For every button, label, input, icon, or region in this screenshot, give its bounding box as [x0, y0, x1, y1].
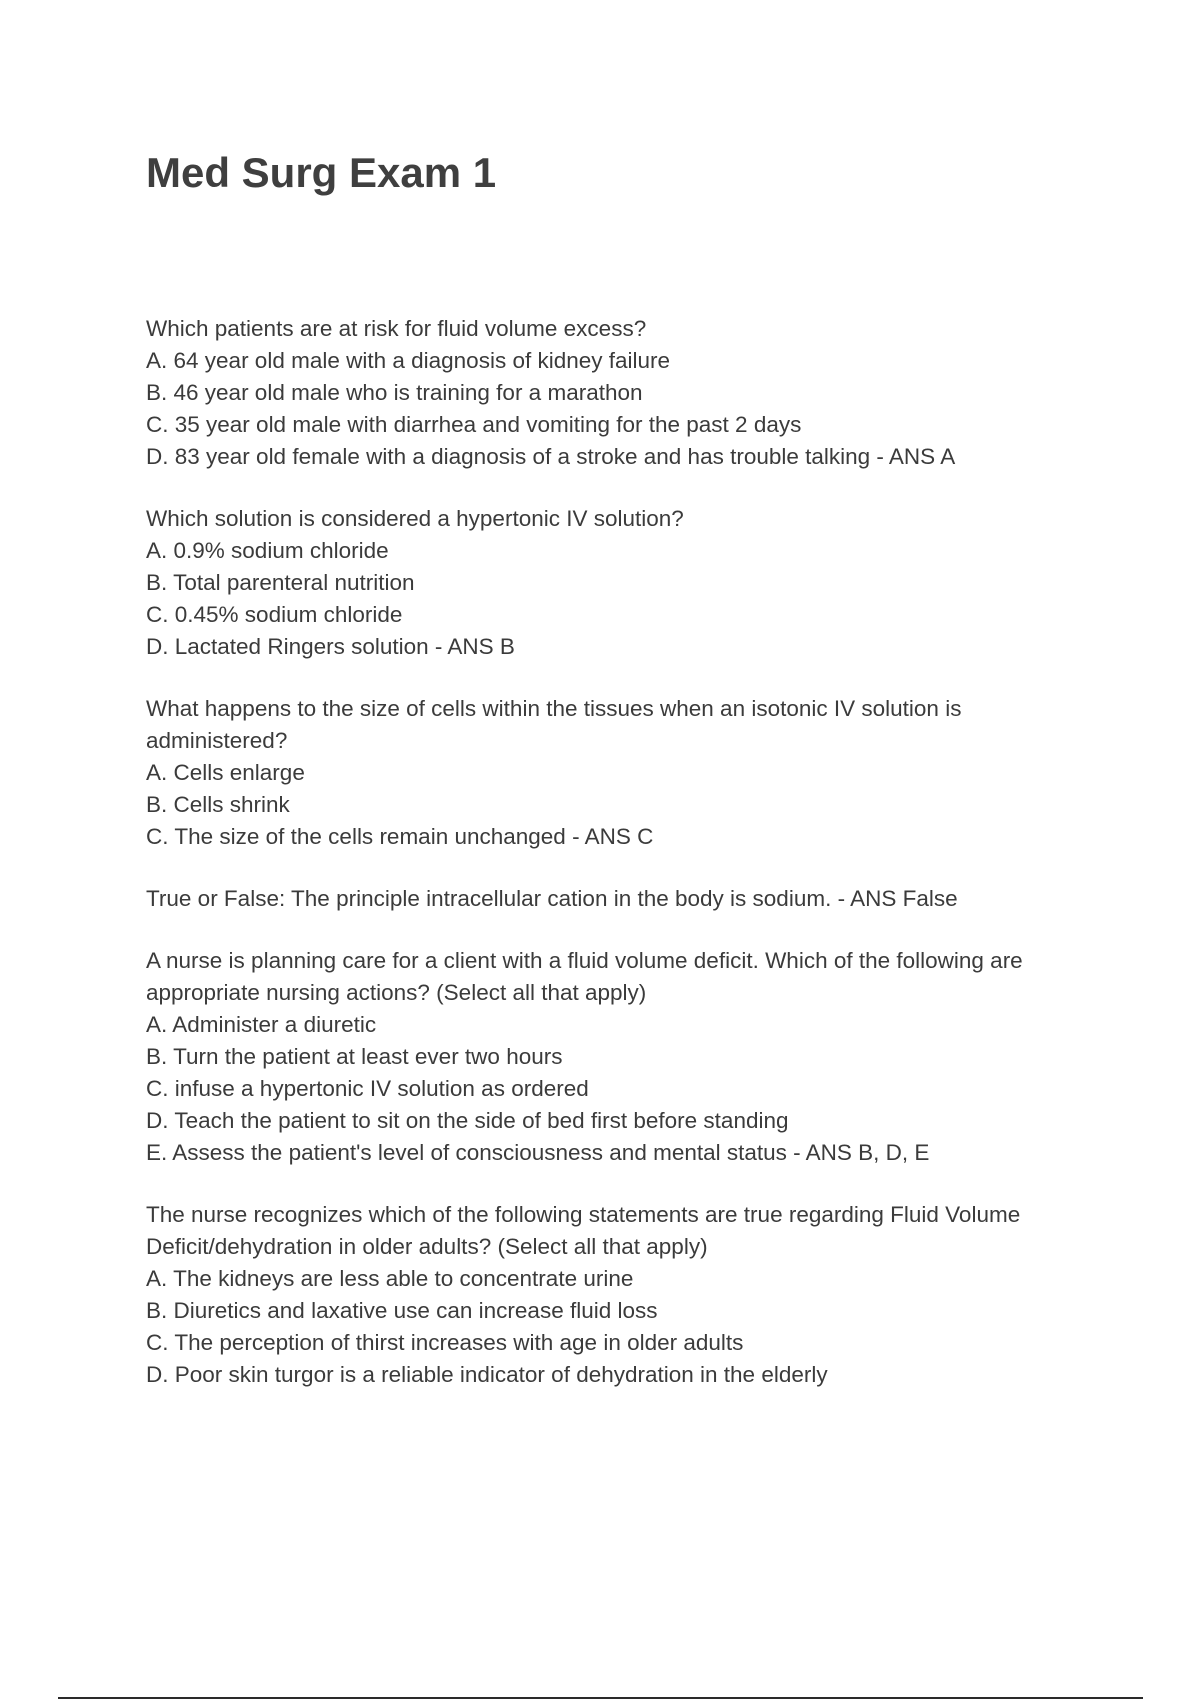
answer-option: D. Poor skin turgor is a reliable indicator of dehydration in the elderly [146, 1362, 828, 1387]
answer-option: B. 46 year old male who is training for a marathon [146, 380, 643, 405]
answer-option: A. Cells enlarge [146, 760, 305, 785]
answer-option: A. Administer a diuretic [146, 1012, 377, 1037]
answer-option: C. The size of the cells remain unchanged - ANS C [146, 824, 654, 849]
answer-option: B. Turn the patient at least ever two hours [146, 1044, 563, 1069]
question-prompt: Which patients are at risk for fluid volume excess? [146, 316, 647, 341]
question-prompt: True or False: The principle intracellular cation in the body is sodium. - ANS False [146, 886, 958, 911]
answer-option: C. infuse a hypertonic IV solution as ordered [146, 1076, 589, 1101]
answer-option: D. Teach the patient to sit on the side of bed first before standing [146, 1108, 789, 1133]
question-prompt: A nurse is planning care for a client with a fluid volume deficit. Which of the following are appropriate nursing actions? (Select all that apply) [146, 948, 1023, 1005]
question-prompt: What happens to the size of cells within the tissues when an isotonic IV solution is administered? [146, 696, 962, 753]
answer-option: C. 0.45% sodium chloride [146, 602, 403, 627]
answer-option: B. Diuretics and laxative use can increase fluid loss [146, 1298, 658, 1323]
question-6 [146, 1199, 1106, 1391]
answer-option: E. Assess the patient's level of consciousness and mental status - ANS B, D, E [146, 1140, 930, 1165]
page-title: Med Surg Exam 1 [146, 149, 497, 196]
question-1 [146, 313, 1106, 473]
question-5 [146, 945, 1106, 1169]
answer-option: B. Cells shrink [146, 792, 290, 817]
answer-option: D. 83 year old female with a diagnosis of a stroke and has trouble talking - ANS A [146, 444, 956, 469]
answer-option: B. Total parenteral nutrition [146, 570, 415, 595]
question-4 [146, 883, 1106, 915]
answer-option: C. 35 year old male with diarrhea and vomiting for the past 2 days [146, 412, 802, 437]
question-list [146, 313, 1106, 1421]
question-prompt: The nurse recognizes which of the following statements are true regarding Fluid Volume Deficit/dehydration in older adults? (Select all that apply) [146, 1202, 1021, 1259]
page-bottom-divider [58, 1697, 1143, 1699]
question-2 [146, 503, 1106, 663]
answer-option: A. 0.9% sodium chloride [146, 538, 389, 563]
answer-option: A. 64 year old male with a diagnosis of kidney failure [146, 348, 671, 373]
question-3 [146, 693, 1106, 853]
answer-option: A. The kidneys are less able to concentrate urine [146, 1266, 634, 1291]
answer-option: D. Lactated Ringers solution - ANS B [146, 634, 515, 659]
answer-option: C. The perception of thirst increases with age in older adults [146, 1330, 744, 1355]
question-prompt: Which solution is considered a hypertonic IV solution? [146, 506, 684, 531]
